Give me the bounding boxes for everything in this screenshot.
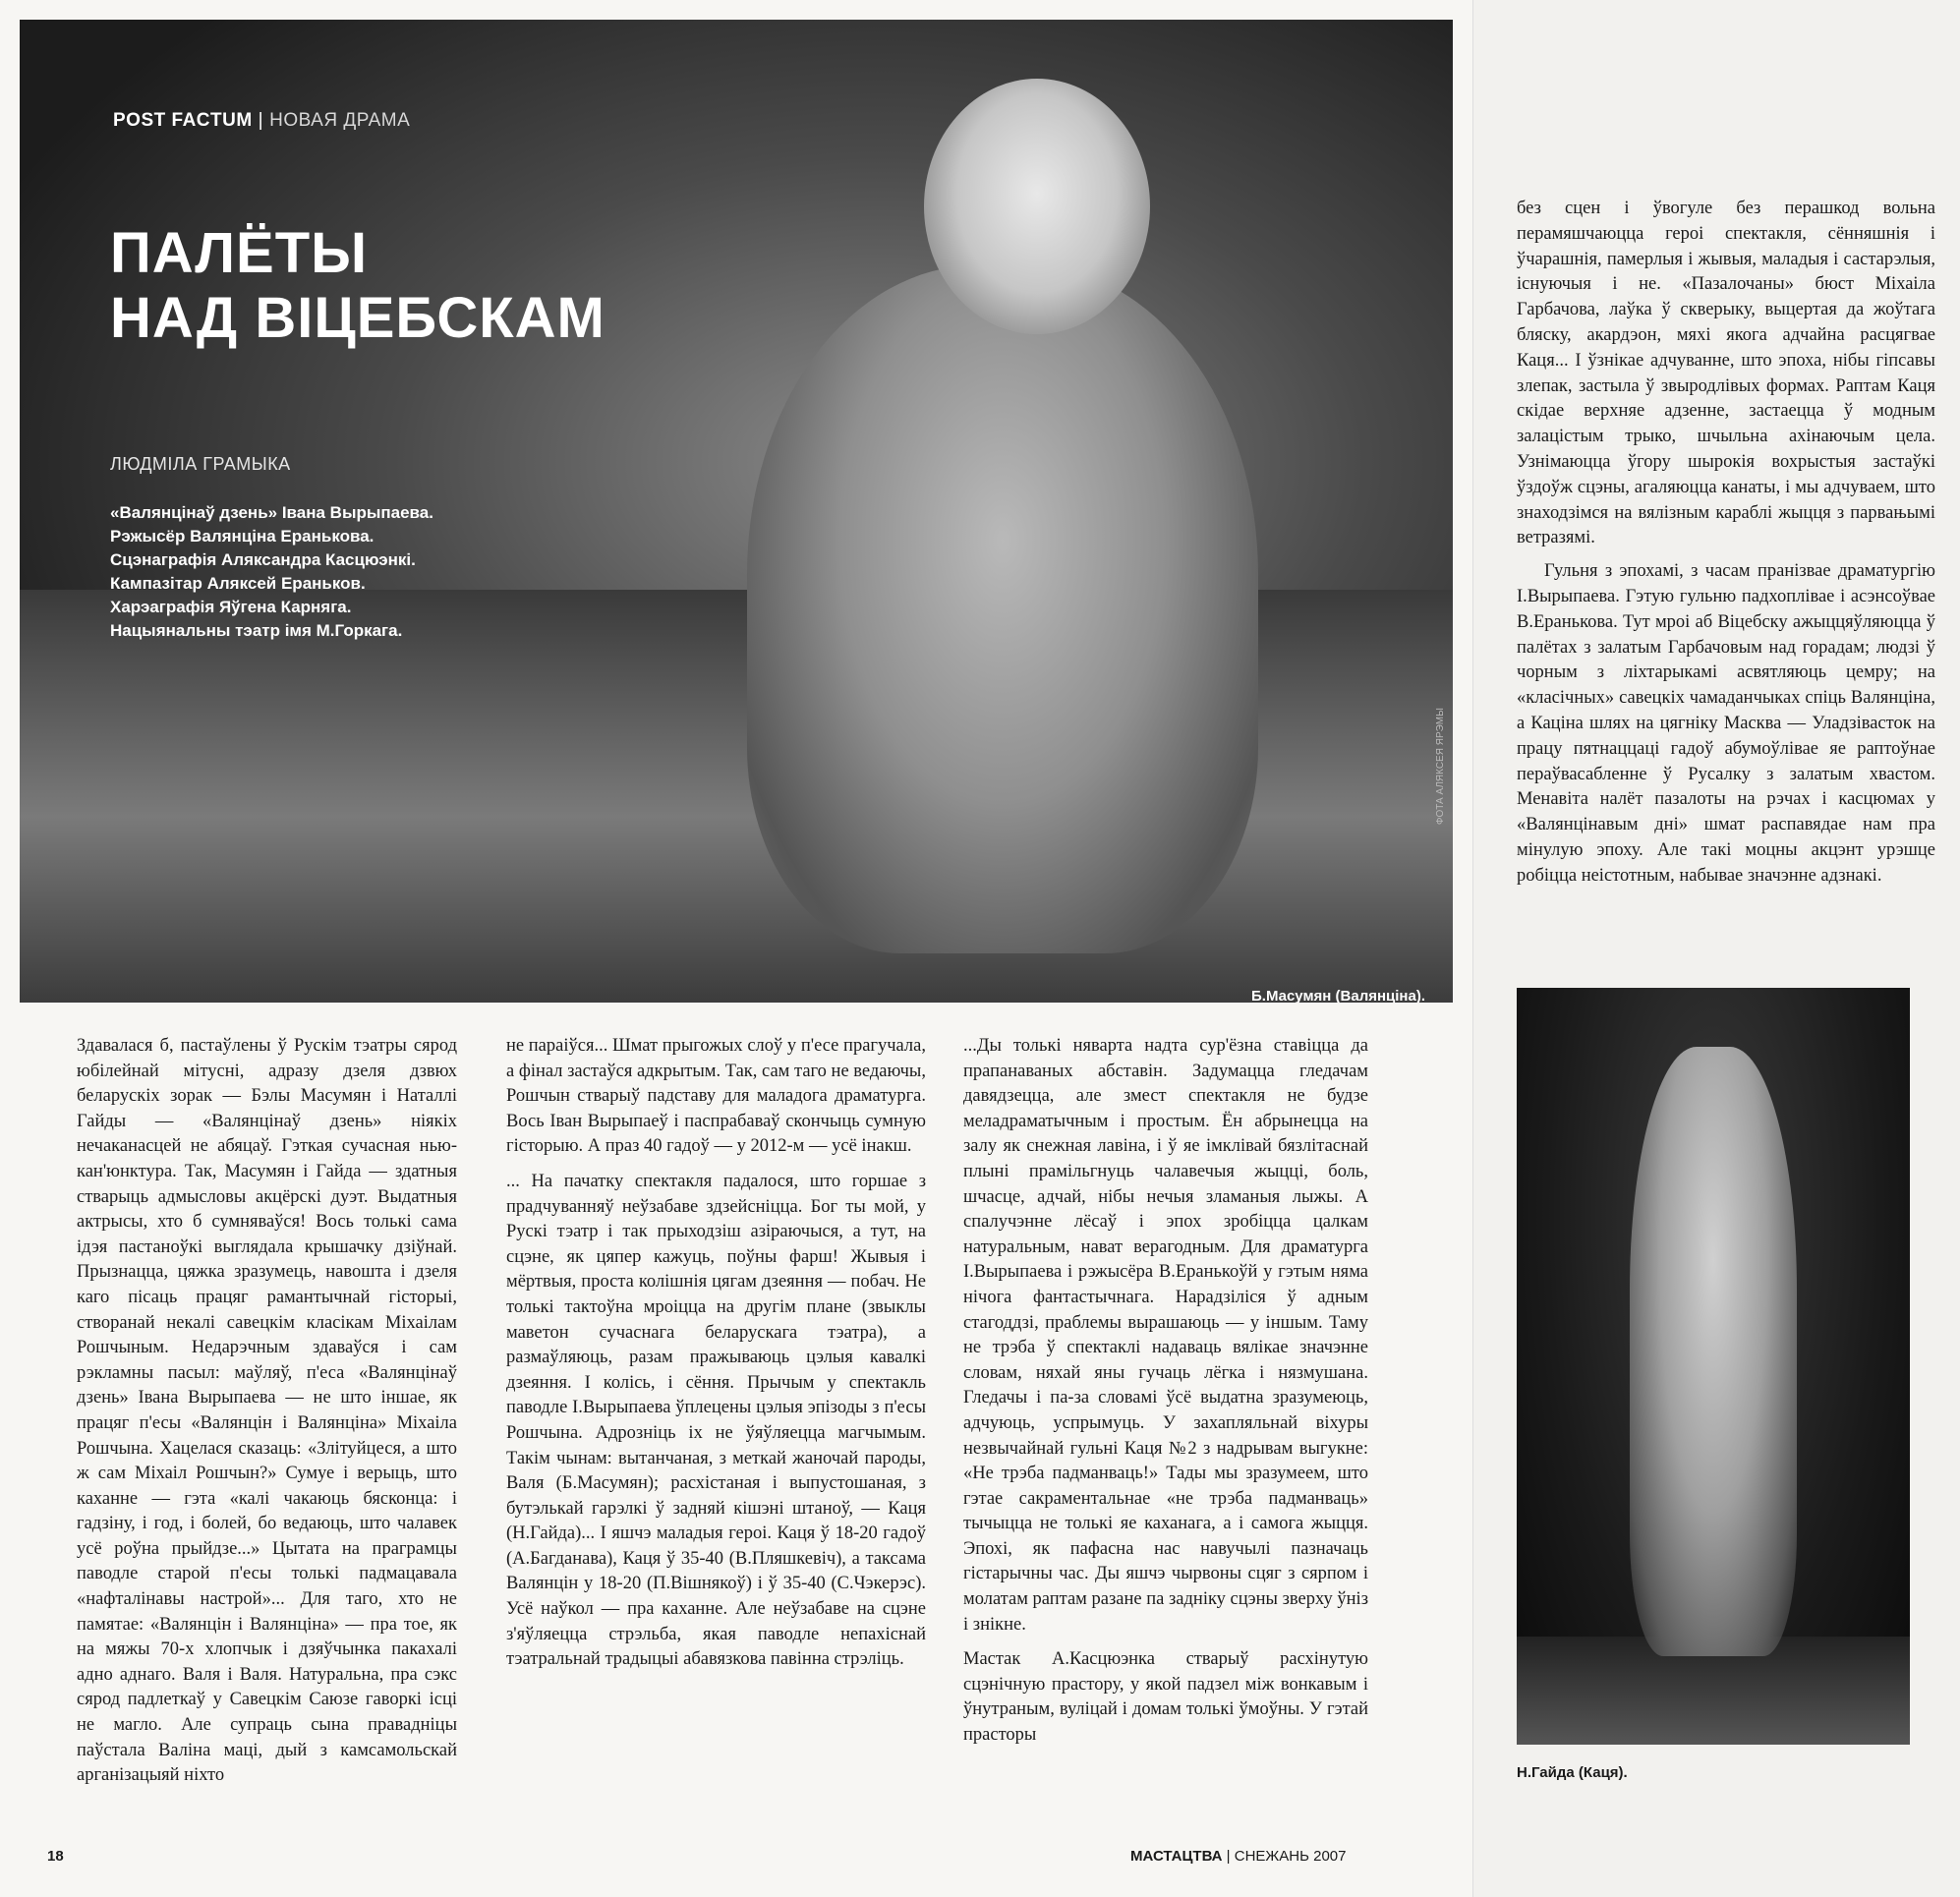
actress-figure [747, 265, 1258, 953]
credit-line: «Валянцінаў дзень» Івана Вырыпаева. [110, 503, 433, 522]
actress-head [924, 79, 1150, 334]
production-credits [110, 501, 433, 643]
paragraph: ... На пачатку спектакля падалося, што горшае з прадчуванняў неўзабаве здзейсніцца. Бог ты мой, у Рускі тэатр і так прыходзіш азіраючыся, а тут, на сцэне, як цяпер кажуць, поўны фарш! Жывыя і мёртвыя, проста колішнія цягам дзеяння — побач. Не толькі тактоўна мроіцца на другім плане (звыклы маветон сучаснага беларускага тэатра), а размаўляюць, разам пражываюць цэлыя кавалкі дзеяння. І колісь, і сёння. Прычым у спектакль паводле І.Вырыпаева ўплецены цэлыя эпізоды з п'есы Рошчына. Адрозніць іх не ўяўляецца магчымым. Такім чынам: вытанчаная, з меткай жаночай пароды, Валя (Б.Масумян); расхістаная і выпустошаная, з бутэлькай гарэлкі ў задняй кішэні штаноў, — Каця (Н.Гайда)... І яшчэ маладыя героі. Каця ў 18-20 гадоў (А.Багданава), Каця ў 35-40 (В.Пляшкевіч), а таксама Валянцін у 18-20 (П.Вішнякоў) і ў 35-40 (С.Чэкерэс). Усё наўкол — пра каханне. Але неўзабаве на сцэне з'яўляецца стрэльба, якая паводле непахіснай тэатральнай традыцыі абавязкова павінна стрэліць. [506, 1171, 926, 1670]
paragraph: не параіўся... Шмат прыгожых слоў у п'есе прагучала, а фінал застаўся адкрытым. Так, сам таго не ведаючы, Рошчын стварыў падставу для маладога драматурга. Вось Іван Вырыпаеў і паспрабаваў скончыць сумную гісторыю. А праз 40 гадоў — у 2012-м — усё інакш. [506, 1036, 926, 1157]
text-column-2 [506, 1034, 926, 1683]
author-byline: ЛЮДМІЛА ГРАМЫКА [110, 454, 291, 474]
paragraph: ...Ды толькі няварта надта сур'ёзна ставіцца да прапанаваных абставін. Задумацца гледачам давядзецца, але змест спектакля не будзе меладраматычным і простым. Ён абрынецца на залу як снежная лавіна, і ў яе імклівай бязлітаснай плыні прамільгнуць чалавечыя жыцці, боль, шчасце, адчай, нібы нечыя зламаныя лыжы. А спалучэнне лёсаў і эпох зробіцца цалкам натуральным, нават верагодным. Для драматурга І.Вырыпаева і рэжысёра В.Еранькоўй у гэтым няма нічога фантастычнага. Нарадзіліся ў адным стагоддзі, праблемы вырашаюць — у іншым. Таму не трэба ў спектаклі надаваць вялікае значэнне словам, няхай яны гучаць лёгка і нязмушана. Гледачы і па-за словамі ўсё выдатна зразумеюць, адчуюць, успрымуць. У захапляльнай віхуры незвычайнай гульні Каця №2 з надрывам выгукне: «Не трэба падманваць!» Тады мы зразумеем, што гэтае сакраментальнае «не трэба падманваць» тычыцца не толькі яе каханага, а і самога жыцця. Эпохі, як пафасна нас навучылі пазначаць гістарычны час. Ды яшчэ чырвоны сцяг з сярпом і молатам раптам разане па задніку сцэны зверху ўніз і знікне. [963, 1036, 1368, 1635]
second-photo-caption: Н.Гайда (Каця). [1517, 1764, 1628, 1781]
title-line-2: НАД ВІЦЕБСКАМ [110, 286, 605, 350]
actress-figure [1630, 1047, 1797, 1656]
magazine-footer: МАСТАЦТВА | СНЕЖАНЬ 2007 [1130, 1848, 1347, 1865]
main-photo [20, 20, 1453, 1003]
second-photo [1517, 988, 1910, 1745]
main-photo-caption: Б.Масумян (Валянціна). [1251, 988, 1425, 1003]
paragraph: Здавалася б, пастаўлены ў Рускім тэатры сярод юбілейнай мітусні, адразу дзеля дзвюх беларускіх зорак — Бэлы Масумян і Наталлі Гайды — «Валянцінаў дзень» ніякіх нечаканасцей не абяцаў. Гэткая сучасная нью-кан'юнктура. Так, Масумян і Гайда — здатныя стварыць адмысловы акцёрскі дуэт. Выдатныя актрысы, хто б сумняваўся! Вось толькі сама ідэя пастаноўкі выглядала крышачку дзіўнай. Прызнацца, цяжка зразумець, навошта і дзеля каго пісаць працяг рамантычнай гісторыі, створанай некалі савецкім класікам Міхаілам Рошчыным. Недарэчным здаваўся і сам рэкламны пасыл: маўляў, п'еса «Валянцінаў дзень» Івана Вырыпаева — не што іншае, як працяг п'есы «Валянцін і Валянціна» Міхаіла Рошчына. Хацелася сказаць: «Злітуйцеся, а што ж сам Міхаіл Рошчын?» Сумуе і верыць, што каханне — гэта «калі чакаюць бясконца: і гадзіну, і год, і болей, бо ведаюць, што чалавек усё роўна прыйдзе...» Цытата на праграмцы паводле старой п'есы толькі падмацавала «нафталінавы настрой»... Для таго, хто не памятае: «Валянцін і Валянціна» — пра тое, як на мяжы 70-х хлопчык і дзяўчынка пакахалі адно аднаго. Валя і Валя. Натуральна, пра сэкс сярод падлеткаў у Савецкім Саюзе гаворкі ісці не магло. Але супраць сына праваднiцы паўстала Валіна маці, дый з камсамольскай арганізацыяй ніхто [77, 1036, 457, 1786]
subsection-name: НОВАЯ ДРАМА [269, 110, 411, 131]
main-photo-credit: ФОТА АЛЯКСЕЯ ЯРЭМЫ [1435, 708, 1446, 826]
paragraph: Гульня з эпохамі, з часам пранізвае драматургію І.Вырыпаева. Гэтую гульню падхопліваe і асэнсоўвае В.Еранькова. Тут мроі аб Віцебску ажыццяўляюцца ў палётах з залатым Гарбачовым над горадам; людзі ў чорным з ліхтарыкамі асвятляюць цемру; на «класічных» савецкіх чамаданчыках спіць Валянціна, а Каціна шлях на цягніку Масква — Уладзівасток на працу пятнаццаці гадоў абумоўлівае яе раптоўнае пераўвасабленне ў Русалку з залатым хвастом. Менавіта налёт пазалоты на рэчах і касцюмах у «Валянцінавым дні» шмат распавядае нам пра мінулую эпоху. Але такі моцны акцэнт урэшце робіцца неістотным, набывае значэнне адзнакі. [1517, 561, 1935, 886]
credit-line: Кампазітар Аляксей Ераньков. [110, 574, 366, 593]
credit-line: Нацыянальны тэатр імя М.Горкага. [110, 621, 403, 640]
article-title [110, 221, 605, 351]
issue-date: СНЕЖАНЬ 2007 [1234, 1848, 1347, 1865]
section-separator: | [258, 110, 264, 131]
paragraph: Мастак А.Касцюэнка стварыў расхінутую сцэнічную прастору, у якой падзел між вонкавым і ўнутраным, вуліцай і домам толькі ўмоўны. У гэтай прасторы [963, 1649, 1368, 1746]
text-column-3 [963, 1034, 1368, 1758]
credit-line: Сцэнаграфія Аляксандра Касцюэнкі. [110, 550, 416, 569]
page-number: 18 [47, 1848, 64, 1865]
title-line-1: ПАЛЁТЫ [110, 221, 368, 285]
paragraph: без сцен і ўвогуле без перашкод вольна перамяшчаюцца героі спектакля, сённяшнія і ўчарашнія, памерлыя і жывыя, маладыя і састарэлыя, існуючыя і не. «Пазалочаны» бюст Міхаіла Гарбачова, лаўка ў скверыку, выцертая да жоўтага бляску, акардэон, мяхі якога адчайна расцягвае Каця... І ўзнікае адчуванне, што эпоха, нібы гіпсавы злепак, застыла ў звыродлівых формах. Раптам Каця скідае верхняе адзенне, застаецца ў модным залацістым трыко, шчыльна ахінаючым цела. Узнімаюцца ўгору шырокія вохрыстыя застаўкі ўздоўж сцэны, агаляюцца канаты, і мы адчуваем, што знаходзімся на вялізным караблі жыцця з парвањымі ветразямі. [1517, 199, 1935, 548]
section-label [113, 110, 410, 132]
credit-line: Харэаграфія Яўгена Карняга. [110, 598, 352, 616]
section-name: POST FACTUM [113, 110, 253, 131]
credit-line: Рэжысёр Валянціна Еранькова. [110, 527, 375, 546]
right-page [1472, 0, 1960, 1897]
text-column-1 [77, 1034, 457, 1799]
magazine-name: МАСТАЦТВА [1130, 1848, 1223, 1865]
right-text-column [1517, 197, 1935, 897]
